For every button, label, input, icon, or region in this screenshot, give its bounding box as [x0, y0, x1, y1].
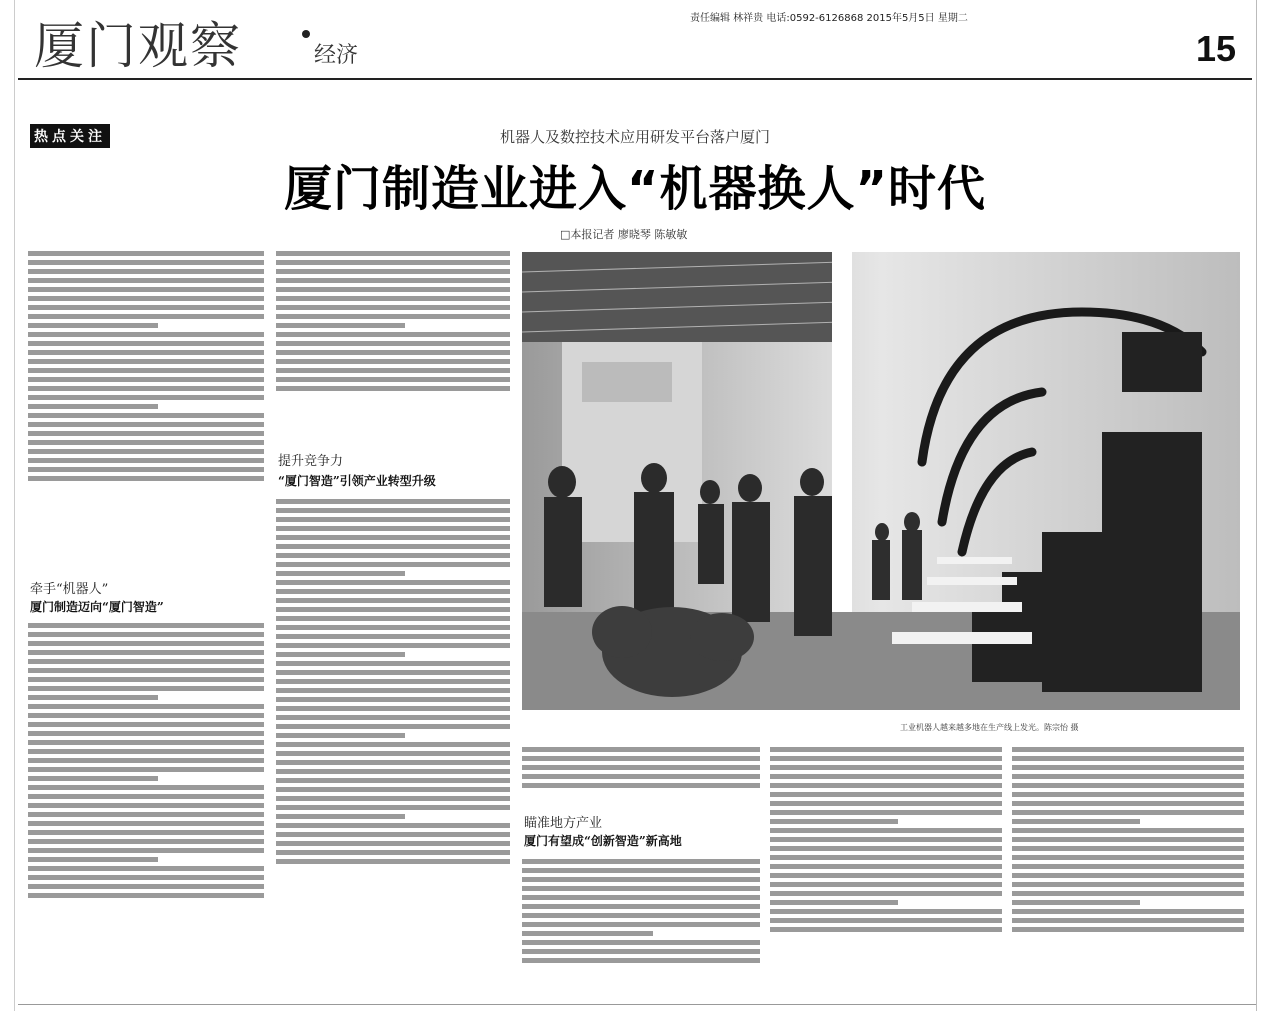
text-line	[28, 467, 264, 472]
text-line	[28, 449, 264, 454]
text-line	[276, 571, 405, 576]
text-line	[276, 341, 510, 346]
text-line	[770, 819, 898, 824]
header-info: 责任编辑 林祥贵 电话:0592-6126868 2015年5月5日 星期二	[690, 13, 968, 24]
section-head-1-line1: 牵手“机器人”	[30, 582, 109, 597]
text-line	[28, 260, 264, 265]
text-line	[28, 350, 264, 355]
text-line	[1012, 837, 1244, 842]
text-line	[276, 823, 510, 828]
text-line	[28, 722, 264, 727]
text-line	[28, 650, 264, 655]
text-line	[276, 269, 510, 274]
text-line	[1012, 882, 1244, 887]
text-line	[522, 747, 760, 752]
text-line	[276, 368, 510, 373]
text-line	[276, 751, 510, 756]
body-column-3a	[522, 744, 760, 800]
text-line	[28, 758, 264, 763]
text-line	[276, 832, 510, 837]
text-line	[276, 769, 510, 774]
text-line	[276, 634, 510, 639]
photo-caption: 工业机器人越来越多地在生产线上发光。陈宗怡 摄	[900, 723, 1079, 732]
text-line	[276, 679, 510, 684]
text-line	[522, 949, 760, 954]
text-line	[276, 553, 510, 558]
text-line	[1012, 900, 1140, 905]
text-line	[522, 940, 760, 945]
section-tag: 热点关注	[30, 124, 110, 148]
text-line	[28, 794, 264, 799]
text-line	[28, 740, 264, 745]
text-line	[28, 641, 264, 646]
text-line	[28, 803, 264, 808]
text-line	[276, 814, 405, 819]
text-line	[28, 332, 264, 337]
text-line	[770, 756, 1002, 761]
text-line	[28, 848, 264, 853]
text-line	[28, 341, 264, 346]
text-line	[276, 332, 510, 337]
text-line	[770, 891, 1002, 896]
section-head-3-line2: 厦门有望成“创新智造”新高地	[524, 834, 682, 848]
text-line	[276, 305, 510, 310]
text-line	[28, 632, 264, 637]
article-byline: □本报记者 廖晓琴 陈敏敏	[560, 228, 688, 241]
body-column-2a	[276, 248, 510, 438]
text-line	[1012, 774, 1244, 779]
text-line	[28, 884, 264, 889]
text-line	[770, 873, 1002, 878]
text-line	[770, 765, 1002, 770]
section-head-1-line2: 厦门制造迈向“厦门智造”	[30, 600, 164, 614]
section-head-2-line2: “厦门智造”引领产业转型升级	[278, 474, 436, 488]
text-line	[28, 278, 264, 283]
text-line	[276, 733, 405, 738]
masthead-section: 经济	[314, 43, 359, 68]
text-line	[276, 805, 510, 810]
text-line	[276, 796, 510, 801]
text-line	[276, 296, 510, 301]
text-line	[276, 562, 510, 567]
text-line	[1012, 756, 1244, 761]
masthead-title: 厦门观察	[34, 17, 242, 75]
text-line	[276, 715, 510, 720]
text-line	[770, 801, 1002, 806]
text-line	[276, 670, 510, 675]
text-line	[28, 821, 264, 826]
text-line	[276, 841, 510, 846]
text-line	[276, 742, 510, 747]
text-line	[28, 731, 264, 736]
text-line	[1012, 801, 1244, 806]
text-line	[276, 323, 405, 328]
page-number: 15	[1196, 28, 1237, 69]
text-line	[1012, 819, 1140, 824]
body-column-1b	[28, 620, 264, 994]
text-line	[276, 760, 510, 765]
text-line	[770, 828, 1002, 833]
text-line	[28, 413, 264, 418]
text-line	[1012, 765, 1244, 770]
text-line	[770, 846, 1002, 851]
masthead-rule	[18, 78, 1252, 80]
text-line	[276, 499, 510, 504]
text-line	[28, 476, 264, 481]
section-head-3-line1: 瞄准地方产业	[524, 816, 603, 831]
section-head-2-line1: 提升竞争力	[278, 454, 344, 469]
text-line	[28, 812, 264, 817]
text-line	[276, 359, 510, 364]
text-line	[276, 377, 510, 382]
text-line	[1012, 810, 1244, 815]
text-line	[28, 251, 264, 256]
text-line	[276, 850, 510, 855]
text-line	[522, 859, 760, 864]
text-line	[28, 830, 264, 835]
text-line	[522, 922, 760, 927]
text-line	[28, 875, 264, 880]
text-line	[276, 625, 510, 630]
text-line	[770, 837, 1002, 842]
text-line	[28, 404, 158, 409]
text-line	[522, 783, 760, 788]
text-line	[276, 616, 510, 621]
text-line	[28, 269, 264, 274]
text-line	[28, 785, 264, 790]
text-line	[1012, 747, 1244, 752]
text-line	[770, 783, 1002, 788]
body-column-1a	[28, 248, 264, 568]
article-headline: 厦门制造业进入“机器换人”时代	[283, 161, 987, 217]
text-line	[276, 661, 510, 666]
text-line	[276, 535, 510, 540]
text-line	[28, 323, 158, 328]
text-line	[28, 839, 264, 844]
text-line	[28, 395, 264, 400]
text-line	[28, 377, 264, 382]
text-line	[28, 659, 264, 664]
text-line	[28, 704, 264, 709]
text-line	[28, 422, 264, 427]
text-line	[276, 652, 405, 657]
robot-assembly-line-image	[522, 252, 1240, 710]
text-line	[522, 868, 760, 873]
text-line	[1012, 846, 1244, 851]
text-line	[28, 713, 264, 718]
text-line	[1012, 873, 1244, 878]
text-line	[28, 686, 264, 691]
text-line	[522, 765, 760, 770]
text-line	[28, 314, 264, 319]
factory-photo	[522, 252, 1240, 710]
text-line	[276, 787, 510, 792]
text-line	[276, 598, 510, 603]
text-line	[1012, 891, 1244, 896]
text-line	[276, 580, 510, 585]
text-line	[276, 260, 510, 265]
text-line	[770, 900, 898, 905]
text-line	[770, 855, 1002, 860]
text-line	[770, 774, 1002, 779]
text-line	[28, 440, 264, 445]
text-line	[276, 706, 510, 711]
text-line	[28, 431, 264, 436]
text-line	[770, 909, 1002, 914]
text-line	[276, 778, 510, 783]
text-line	[1012, 792, 1244, 797]
text-line	[1012, 927, 1244, 932]
text-line	[276, 724, 510, 729]
text-line	[28, 866, 264, 871]
text-line	[522, 931, 653, 936]
body-column-3b	[522, 856, 760, 994]
text-line	[522, 877, 760, 882]
text-line	[28, 767, 264, 772]
text-line	[276, 278, 510, 283]
text-line	[1012, 783, 1244, 788]
text-line	[276, 697, 510, 702]
text-line	[28, 857, 158, 862]
text-line	[770, 927, 1002, 932]
text-line	[28, 776, 158, 781]
text-line	[770, 792, 1002, 797]
text-line	[1012, 864, 1244, 869]
text-line	[522, 895, 760, 900]
text-line	[28, 893, 264, 898]
text-line	[276, 508, 510, 513]
text-line	[276, 643, 510, 648]
text-line	[276, 526, 510, 531]
text-line	[276, 688, 510, 693]
text-line	[28, 623, 264, 628]
text-line	[522, 756, 760, 761]
text-line	[522, 904, 760, 909]
text-line	[28, 677, 264, 682]
text-line	[28, 695, 158, 700]
text-line	[770, 747, 1002, 752]
text-line	[28, 749, 264, 754]
text-line	[1012, 828, 1244, 833]
text-line	[770, 810, 1002, 815]
text-line	[276, 287, 510, 292]
text-line	[28, 305, 264, 310]
text-line	[276, 544, 510, 549]
body-column-2b	[276, 496, 510, 994]
text-line	[276, 589, 510, 594]
text-line	[770, 918, 1002, 923]
text-line	[522, 958, 760, 963]
text-line	[1012, 909, 1244, 914]
section-dot-icon	[302, 30, 310, 38]
body-column-4	[770, 744, 1002, 994]
text-line	[276, 314, 510, 319]
article-subtitle: 机器人及数控技术应用研发平台落户厦门	[499, 128, 770, 146]
body-column-5	[1012, 744, 1244, 994]
text-line	[276, 386, 510, 391]
text-line	[276, 251, 510, 256]
text-line	[28, 668, 264, 673]
text-line	[770, 864, 1002, 869]
text-line	[28, 368, 264, 373]
text-line	[28, 296, 264, 301]
text-line	[276, 859, 510, 864]
text-line	[28, 287, 264, 292]
text-line	[28, 458, 264, 463]
text-line	[522, 774, 760, 779]
text-line	[28, 359, 264, 364]
text-line	[1012, 918, 1244, 923]
text-line	[276, 350, 510, 355]
text-line	[1012, 855, 1244, 860]
text-line	[770, 882, 1002, 887]
text-line	[276, 517, 510, 522]
bottom-rule	[18, 1004, 1256, 1005]
text-line	[522, 886, 760, 891]
text-line	[28, 386, 264, 391]
text-line	[522, 913, 760, 918]
text-line	[276, 607, 510, 612]
